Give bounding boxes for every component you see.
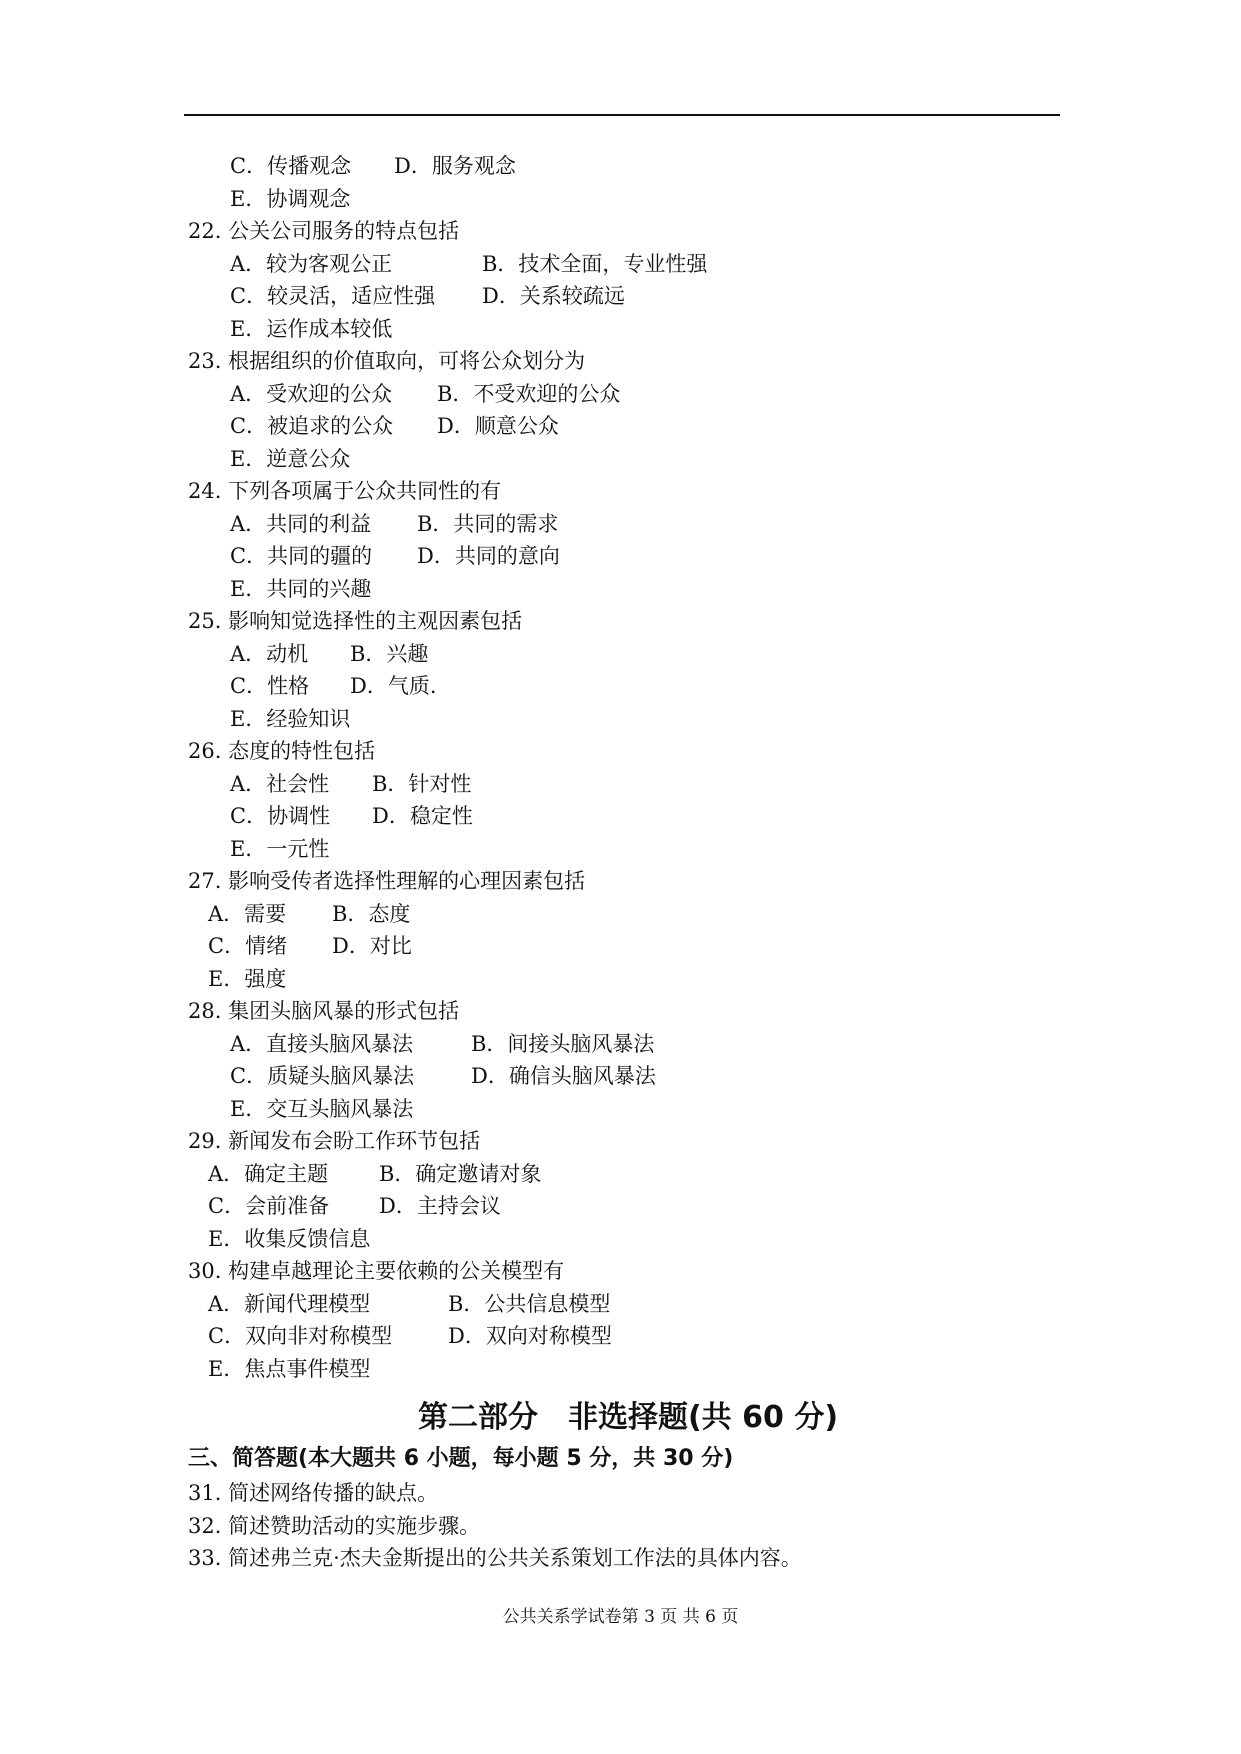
- option-b: B．不受欢迎的公众: [437, 381, 621, 406]
- option-b: B．态度: [332, 901, 411, 926]
- question-22: [188, 215, 1068, 248]
- question-number: 32.: [188, 1513, 222, 1538]
- option-e: E．焦点事件模型: [208, 1356, 371, 1381]
- option-a: A．较为客观公正: [230, 251, 393, 276]
- q21-options-cd: [188, 150, 1068, 183]
- option-c: C．质疑头脑风暴法: [230, 1064, 415, 1088]
- question-text: 影响受传者选择性理解的心理因素包括: [228, 869, 586, 893]
- question-27: [188, 865, 1068, 898]
- question-text: 构建卓越理论主要依赖的公关模型有: [228, 1259, 565, 1283]
- question-number: 28.: [188, 999, 222, 1023]
- option-e: E．收集反馈信息: [208, 1226, 371, 1251]
- exam-content: [188, 150, 1068, 1575]
- question-text: 根据组织的价值取向，可将公众划分为: [228, 349, 586, 373]
- q24-options-e: [188, 573, 1068, 606]
- option-c: C．较灵活，适应性强: [230, 284, 436, 308]
- q24-options-ab: [188, 508, 1068, 541]
- q25-options-e: [188, 703, 1068, 736]
- question-29: [188, 1125, 1068, 1158]
- option-a: A．需要: [208, 901, 287, 926]
- question-number: 33.: [188, 1546, 222, 1570]
- option-e: E．交互头脑风暴法: [230, 1096, 414, 1121]
- q26-options-ab: [188, 768, 1068, 801]
- option-e: E．共同的兴趣: [230, 576, 372, 601]
- q25-options-ab: [188, 638, 1068, 671]
- question-number: 22.: [188, 219, 222, 243]
- q22-options-e: [188, 313, 1068, 346]
- option-e: E．运作成本较低: [230, 316, 393, 341]
- option-d: D．顺意公众: [437, 414, 559, 438]
- question-text: 公关公司服务的特点包括: [228, 219, 460, 243]
- option-b: B．公共信息模型: [448, 1291, 611, 1316]
- question-text: 简述网络传播的缺点。: [228, 1481, 439, 1505]
- q30-options-e: [188, 1353, 1068, 1386]
- header-rule: [184, 114, 1060, 116]
- option-a: A．共同的利益: [230, 511, 372, 536]
- question-text: 下列各项属于公众共同性的有: [228, 479, 502, 503]
- question-number: 31.: [188, 1481, 222, 1505]
- q28-options-e: [188, 1093, 1068, 1126]
- option-b: B．共同的需求: [417, 511, 559, 536]
- option-d: D．气质.: [350, 674, 437, 698]
- option-d: D．关系较疏远: [482, 284, 625, 308]
- option-a: A．直接头脑风暴法: [230, 1031, 414, 1056]
- option-a: A．确定主题: [208, 1161, 329, 1186]
- q27-options-e: [188, 963, 1068, 996]
- q30-options-ab: [188, 1288, 1068, 1321]
- q23-options-e: [188, 443, 1068, 476]
- option-c: C．传播观念: [230, 154, 352, 178]
- q21-options-e: [188, 183, 1068, 216]
- option-d: D．共同的意向: [417, 544, 560, 568]
- question-25: [188, 605, 1068, 638]
- q28-options-cd: [188, 1060, 1068, 1093]
- option-a: A．新闻代理模型: [208, 1291, 371, 1316]
- option-d: D．对比: [332, 934, 412, 958]
- question-24: [188, 475, 1068, 508]
- option-d: D．服务观念: [394, 154, 516, 178]
- question-31: [188, 1477, 1068, 1510]
- question-32: [188, 1510, 1068, 1543]
- option-c: C．会前准备: [208, 1194, 330, 1218]
- option-d: D．双向对称模型: [448, 1324, 612, 1348]
- option-b: B．间接头脑风暴法: [471, 1031, 655, 1056]
- question-28: [188, 995, 1068, 1028]
- option-c: C．共同的疆的: [230, 544, 373, 568]
- question-33: [188, 1542, 1068, 1575]
- question-number: 25.: [188, 609, 222, 633]
- option-d: D．确信头脑风暴法: [471, 1064, 656, 1088]
- question-text: 影响知觉选择性的主观因素包括: [228, 609, 523, 633]
- q23-options-cd: [188, 410, 1068, 443]
- option-c: C．被追求的公众: [230, 414, 394, 438]
- question-number: 30.: [188, 1259, 222, 1283]
- option-b: B．技术全面，专业性强: [482, 251, 708, 276]
- option-b: B．兴趣: [350, 641, 429, 666]
- question-number: 23.: [188, 349, 222, 373]
- q29-options-cd: [188, 1190, 1068, 1223]
- q29-options-ab: [188, 1158, 1068, 1191]
- option-a: A．动机: [230, 641, 309, 666]
- option-a: A．受欢迎的公众: [230, 381, 393, 406]
- option-c: C．协调性: [230, 804, 331, 828]
- q27-options-ab: [188, 898, 1068, 931]
- q27-options-cd: [188, 930, 1068, 963]
- q29-options-e: [188, 1223, 1068, 1256]
- option-a: A．社会性: [230, 771, 330, 796]
- option-e: E．经验知识: [230, 706, 351, 731]
- question-text: 新闻发布会盼工作环节包括: [228, 1129, 481, 1153]
- option-d: D．主持会议: [379, 1194, 501, 1218]
- question-text: 简述弗兰克·杰夫金斯提出的公共关系策划工作法的具体内容。: [228, 1546, 802, 1570]
- option-c: C．情绪: [208, 934, 288, 958]
- q28-options-ab: [188, 1028, 1068, 1061]
- q24-options-cd: [188, 540, 1068, 573]
- q26-options-cd: [188, 800, 1068, 833]
- part-two-title: 第二部分 非选择题(共 60 分): [417, 1400, 839, 1435]
- option-e: E．逆意公众: [230, 446, 351, 471]
- option-e: E．协调观念: [230, 186, 351, 211]
- question-number: 27.: [188, 869, 222, 893]
- option-d: D．稳定性: [372, 804, 473, 828]
- option-c: C．性格: [230, 674, 310, 698]
- q25-options-cd: [188, 670, 1068, 703]
- option-b: B．针对性: [372, 771, 472, 796]
- question-23: [188, 345, 1068, 378]
- question-number: 24.: [188, 479, 222, 503]
- section-three-title: 三、简答题(本大题共 6 小题，每小题 5 分，共 30 分): [188, 1446, 734, 1471]
- question-text: 简述赞助活动的实施步骤。: [228, 1513, 481, 1538]
- q30-options-cd: [188, 1320, 1068, 1353]
- option-e: E．一元性: [230, 836, 330, 861]
- page-footer: 公共关系学试卷第 3 页 共 6 页: [502, 1607, 739, 1627]
- q22-options-ab: [188, 248, 1068, 281]
- option-b: B．确定邀请对象: [379, 1161, 542, 1186]
- question-number: 29.: [188, 1129, 222, 1153]
- question-30: [188, 1255, 1068, 1288]
- question-26: [188, 735, 1068, 768]
- question-text: 集团头脑风暴的形式包括: [228, 999, 460, 1023]
- option-c: C．双向非对称模型: [208, 1324, 393, 1348]
- question-text: 态度的特性包括: [228, 739, 376, 763]
- question-number: 26.: [188, 739, 222, 763]
- q22-options-cd: [188, 280, 1068, 313]
- q23-options-ab: [188, 378, 1068, 411]
- option-e: E．强度: [208, 966, 287, 991]
- q26-options-e: [188, 833, 1068, 866]
